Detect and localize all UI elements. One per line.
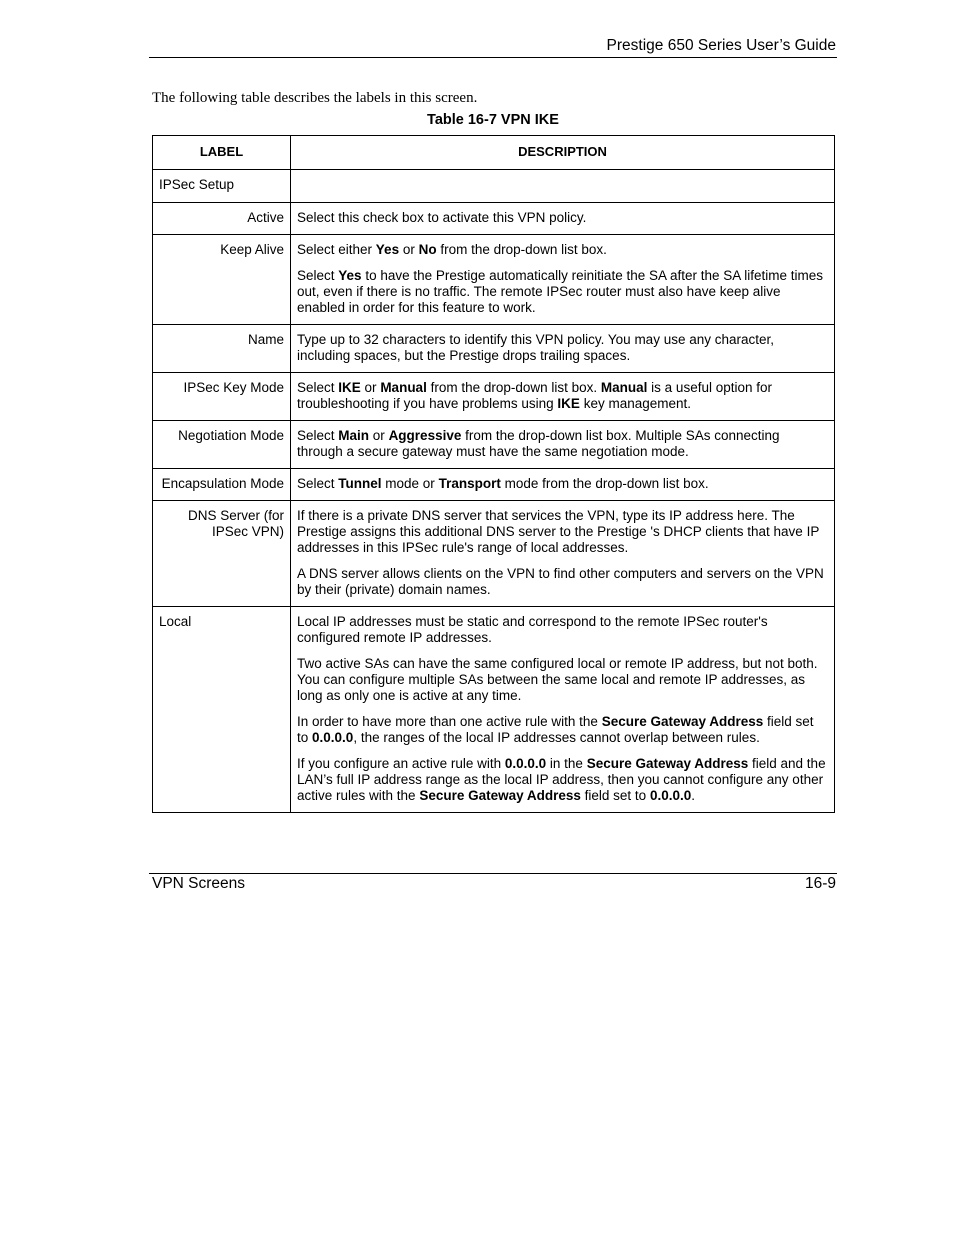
- bold-term: Manual: [600, 380, 648, 395]
- text-run: Select: [297, 268, 339, 283]
- row-description: [291, 235, 835, 325]
- text-run: key management.: [579, 396, 691, 411]
- row-label: IPSec Setup: [153, 170, 291, 203]
- description-paragraph: [297, 242, 828, 258]
- row-description: [291, 373, 835, 421]
- row-description: [291, 607, 835, 813]
- table-row: [153, 421, 835, 469]
- text-run: in the: [546, 756, 587, 771]
- description-paragraph: [297, 508, 828, 556]
- bold-term: Aggressive: [388, 428, 462, 443]
- column-header-label: LABEL: [153, 136, 291, 170]
- description-paragraph: [297, 756, 828, 804]
- row-label: IPSec Key Mode: [153, 373, 291, 421]
- description-paragraph: [297, 614, 828, 646]
- text-run: A DNS server allows clients on the VPN to find other computers and servers on the VPN by their (private) domain names.: [297, 566, 824, 597]
- row-label: Name: [153, 325, 291, 373]
- row-description: [291, 501, 835, 607]
- bold-term: 0.0.0.0: [649, 788, 692, 803]
- text-run: , the ranges of the local IP addresses cannot overlap between rules.: [353, 730, 760, 745]
- text-run: Type up to 32 characters to identify this VPN policy. You may use any character, including spaces, but the Prestige drops trailing spaces.: [297, 332, 775, 363]
- bold-term: Transport: [438, 476, 501, 491]
- table-row: [153, 607, 835, 813]
- row-description: [291, 469, 835, 501]
- row-label: Negotiation Mode: [153, 421, 291, 469]
- bold-term: Secure Gateway Address: [419, 788, 581, 803]
- table-row: [153, 325, 835, 373]
- text-run: from the drop-down list box.: [436, 242, 607, 257]
- bold-term: Tunnel: [338, 476, 382, 491]
- text-run: or: [399, 242, 419, 257]
- bold-term: Secure Gateway Address: [586, 756, 749, 771]
- row-description: [291, 203, 835, 235]
- text-run: from the drop-down list box. Multiple SAs connecting through a secure gateway must have the same negotiation mode.: [297, 428, 780, 459]
- row-label: Encapsulation Mode: [153, 469, 291, 501]
- text-run: or: [369, 428, 389, 443]
- text-run: field set to: [297, 714, 814, 745]
- text-run: If there is a private DNS server that services the VPN, type its IP address here. The Prestige assigns this additional DNS server to the Prestige 's DHCP clients that have IP addresses in this IPSec rule's range of local addresses.: [297, 508, 820, 555]
- text-run: Select either: [297, 242, 376, 257]
- text-run: Select this check box to activate this VPN policy.: [297, 210, 587, 225]
- row-label: Local: [153, 607, 291, 813]
- table-row: [153, 170, 835, 203]
- text-run: is a useful option for troubleshooting if you have problems using: [297, 380, 772, 411]
- row-label: DNS Server (for IPSec VPN): [153, 501, 291, 607]
- table-row: [153, 501, 835, 607]
- bold-term: IKE: [557, 396, 580, 411]
- description-paragraph: [297, 656, 828, 704]
- row-description: [291, 325, 835, 373]
- text-run: In order to have more than one active rule with the: [297, 714, 602, 729]
- text-run: If you configure an active rule with: [297, 756, 505, 771]
- text-run: Local IP addresses must be static and correspond to the remote IPSec router's configured remote IP addresses.: [297, 614, 768, 645]
- text-run: Select: [297, 428, 339, 443]
- description-paragraph: [297, 332, 828, 364]
- table-row: [153, 203, 835, 235]
- description-paragraph: [297, 428, 828, 460]
- bold-term: No: [418, 242, 437, 257]
- bold-term: Manual: [380, 380, 427, 395]
- bold-term: IKE: [338, 380, 361, 395]
- table-header-row: [153, 136, 835, 170]
- column-header-description: DESCRIPTION: [291, 136, 835, 170]
- header-rule: [149, 57, 837, 58]
- footer-section: VPN Screens: [152, 875, 246, 892]
- table-caption: Table 16-7 VPN IKE: [427, 112, 559, 128]
- description-paragraph: [297, 268, 828, 316]
- bold-term: 0.0.0.0: [312, 730, 354, 745]
- bold-term: Yes: [338, 268, 362, 283]
- description-paragraph: [297, 476, 828, 492]
- description-paragraph: [297, 714, 828, 746]
- bold-term: 0.0.0.0: [504, 756, 547, 771]
- text-run: from the drop-down list box.: [426, 380, 601, 395]
- text-run: mode or: [381, 476, 439, 491]
- text-run: Select: [297, 380, 339, 395]
- table-row: [153, 373, 835, 421]
- row-description: [291, 170, 835, 203]
- table-row: [153, 235, 835, 325]
- row-label: Active: [153, 203, 291, 235]
- footer-page-number: 16-9: [804, 875, 836, 892]
- description-paragraph: [297, 566, 828, 598]
- text-run: mode from the drop-down list box.: [500, 476, 709, 491]
- intro-text: The following table describes the labels in this screen.: [152, 90, 478, 106]
- row-description: [291, 421, 835, 469]
- header-title: Prestige 650 Series User’s Guide: [606, 37, 836, 54]
- text-run: to have the Prestige automatically reinitiate the SA after the SA lifetime times out, even if there is no traffic. The remote IPSec router must also have keep alive enabled in order for this feature to work.: [297, 268, 824, 315]
- text-run: .: [691, 788, 695, 803]
- description-paragraph: [297, 210, 828, 226]
- text-run: or: [360, 380, 381, 395]
- table-body: [153, 170, 835, 813]
- bold-term: Yes: [375, 242, 400, 257]
- text-run: field set to: [580, 788, 650, 803]
- bold-term: Secure Gateway Address: [601, 714, 764, 729]
- table-row: [153, 469, 835, 501]
- bold-term: Main: [338, 428, 370, 443]
- vpn-ike-table: [152, 135, 835, 813]
- text-run: Select: [297, 476, 339, 491]
- text-run: Two active SAs can have the same configured local or remote IP address, but not both. You can configure multiple SAs between the same local and remote IP addresses, as long as only one is active at any time.: [297, 656, 818, 703]
- row-label: Keep Alive: [153, 235, 291, 325]
- text-run: field and the LAN’s full IP address range as the local IP address, then you cannot configure any other active rules with the: [297, 756, 826, 803]
- description-paragraph: [297, 380, 828, 412]
- footer-rule: [149, 873, 837, 874]
